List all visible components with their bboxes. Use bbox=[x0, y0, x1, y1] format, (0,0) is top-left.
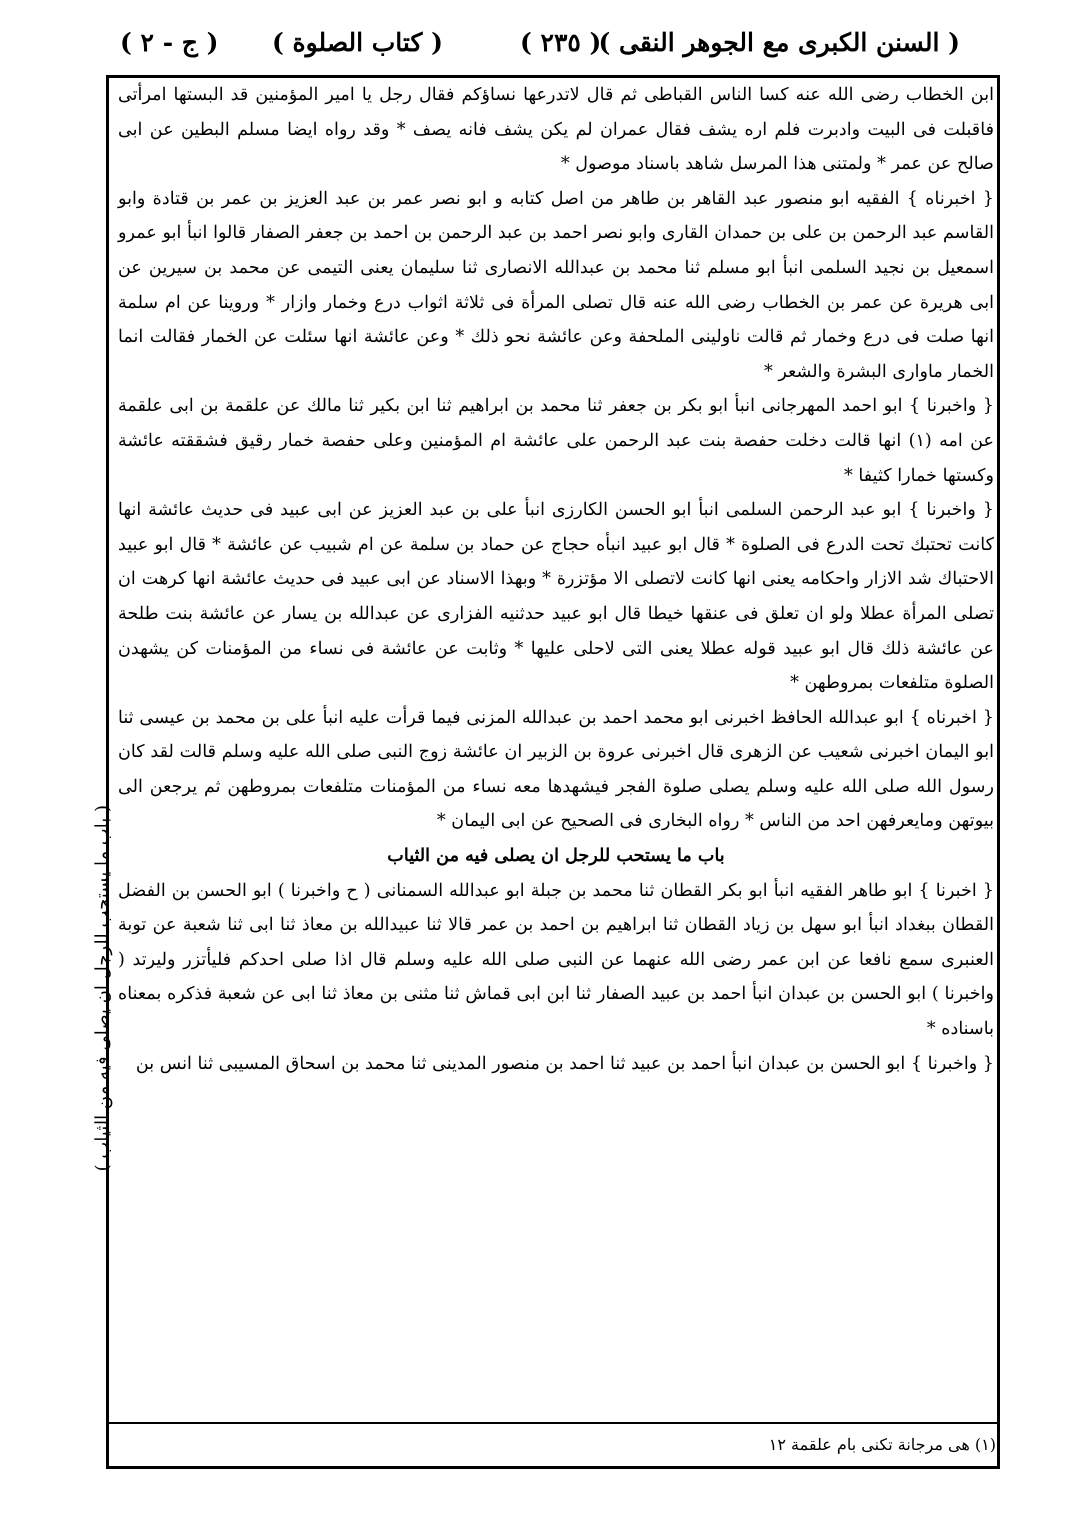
page-number: ( ٢٣٥ ) bbox=[520, 28, 602, 57]
paragraph: ابن الخطاب رضى الله عنه كسا الناس القباطى ثم قال لاتدرعها نساؤكم فقال رجل يا امير المؤمنين قد البستها امرأتى فاقبلت فى البيت وادبرت فلم اره يشف فقال عمران لم يكن يشف فانه يصف * وقد رواه ايضا مسلم البطين عن ابى صالح عن عمر * ولمتنى هذا المرسل شاهد باسناد موصول * bbox=[118, 85, 994, 175]
chapter-heading: باب ما يستحب للرجل ان يصلى فيه من الثياب bbox=[387, 845, 725, 867]
page-header bbox=[0, 28, 1068, 74]
paragraph: { اخبرناه } ابو عبدالله الحافظ اخبرنى ابو محمد احمد بن عبدالله المزنى فيما قرأت عليه انبأ على بن محمد بن عيسى ثنا ابو اليمان اخبرنى شعيب عن الزهرى قال اخبرنى عروة بن الزبير ان عائشة زوج النبى صلى الله عليه وسلم قالت لقد كان رسول الله صلى الله عليه وسلم يصلى صلوة الفجر فيشهدها معه نساء من المؤمنات متلفعات بمروطهن ثم يرجعن الى بيوتهن ومايعرفهن احد من الناس * رواه البخارى فى الصحيح عن ابى اليمان * bbox=[118, 707, 994, 832]
footnote-divider bbox=[106, 1422, 1000, 1424]
margin-note: ( باب ما يستحب للرجل ان يصلى فيه من الثياب ) bbox=[92, 805, 113, 1172]
paragraph: { واخبرنا } ابو الحسن بن عبدان انبأ احمد بن عبيد ثنا احمد بن منصور المدينى ثنا محمد بن اسحاق المسيبى ثنا انس بن bbox=[135, 1053, 994, 1074]
paragraph: { اخبرنا } ابو طاهر الفقيه انبأ ابو بكر القطان ثنا محمد بن جبلة ابو عبدالله السمنانى ( ح واخبرنا ) ابو الحسن بن الفضل القطان ببغداد انبأ ابو سهل بن زياد القطان ثنا ابراهيم بن احمد بن عمر قالا ثنا عبيدالله بن معاذ ثنا ابى ثنا شعبة عن توبة العنبرى سمع نافعا عن ابن عمر رضى الله عنهما عن النبى صلى الله عليه وسلم قال اذا صلى احدكم فليأتزر وليرتد ( واخبرنا ) ابو الحسن بن عبدان انبأ احمد بن عبيد الصفار ثنا ابن ابى قماش ثنا مثنى بن معاذ ثنا ابى عن شعبة فذكره بمعناه باسناده * bbox=[118, 880, 994, 1040]
main-text bbox=[118, 78, 994, 1458]
section-title: ( كتاب الصلوة ) bbox=[272, 28, 443, 57]
book-title: ( السنن الكبرى مع الجوهر النقى ) bbox=[598, 28, 960, 57]
paragraph: { واخبرنا } ابو عبد الرحمن السلمى انبأ ابو الحسن الكارزى انبأ على بن عبد العزيز عن ابى عبيد فى حديث عائشة انها كانت تحتبك تحت الدرع فى الصلوة * قال ابو عبيد انبأه حجاج عن حماد بن سلمة عن ام شبيب عن عائشة * قال ابو عبيد الاحتباك شد الازار واحكامه يعنى انها كانت لاتصلى الا مؤتزرة * وبهذا الاسناد عن ابى عبيد فى حديث عائشة انها كرهت ان تصلى المرأة عطلا ولو ان تعلق فى عنقها خيطا قال ابو عبيد حدثنيه الفزارى عن عبدالله بن يسار عن عائشة بنت طلحة عن عائشة ذلك قال ابو عبيد قوله عطلا يعنى التى لاحلى عليها * وثابت عن عائشة فى نساء من المؤمنات كن يشهدن الصلوة متلفعات بمروطهن * bbox=[118, 500, 994, 694]
footnote: (١) هى مرجانة تكنى بام علقمة ١٢ bbox=[768, 1435, 996, 1454]
paragraph: { واخبرنا } ابو احمد المهرجانى انبأ ابو بكر بن جعفر ثنا محمد بن ابراهيم ثنا ابن بكير ثنا مالك عن علقمة بن ابى علقمة عن امه (١) انها قالت دخلت حفصة بنت عبد الرحمن على عائشة ام المؤمنين وعلى حفصة خمار رقيق فشققته عائشة وكستها خمارا كثيفا * bbox=[118, 396, 994, 486]
volume-number: ( ج - ٢ ) bbox=[120, 28, 219, 57]
paragraph: { اخبرناه } الفقيه ابو منصور عبد القاهر بن طاهر من اصل كتابه و ابو نصر عمر بن عبد العزيز بن عمر بن قتادة وابو القاسم عبد الرحمن بن على بن حمدان القارى وابو نصر احمد بن عبد الرحمن بن احمد بن جعفر الصفار قالوا انبأ ابو عمرو اسمعيل بن نجيد السلمى انبأ ابو مسلم ثنا محمد بن عبدالله الانصارى ثنا سليمان يعنى التيمى عن محمد بن سيرين عن ابى هريرة عن عمر بن الخطاب رضى الله عنه قال تصلى المرأة فى ثلاثة اثواب درع وخمار وازار * وروينا عن ام سلمة انها صلت فى درع وخمار ثم قالت ناولينى الملحفة وعن عائشة نحو ذلك * وعن عائشة انها سئلت عن الخمار فقالت انما الخمار ماوارى البشرة والشعر * bbox=[118, 188, 994, 382]
